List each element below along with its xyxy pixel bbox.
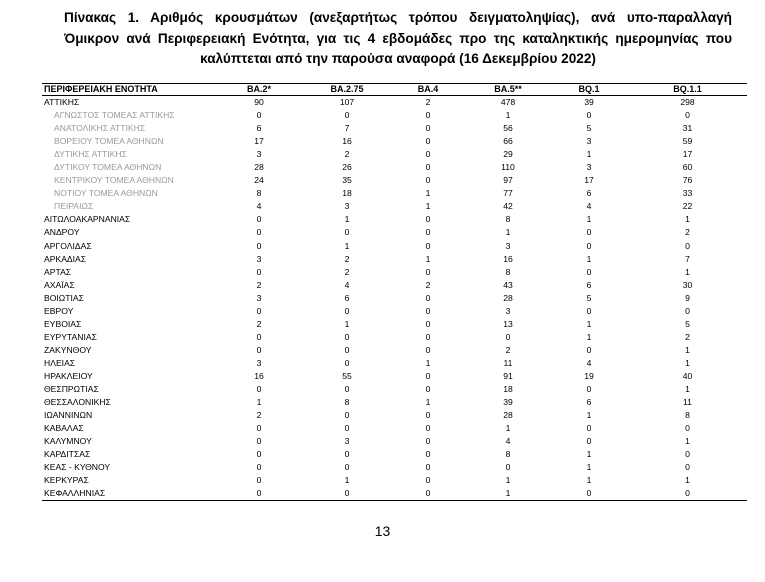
region-name-cell: ΑΓΝΩΣΤΟΣ ΤΟΜΕΑΣ ΑΤΤΙΚΗΣ	[54, 110, 175, 121]
table-row	[42, 305, 747, 318]
case-count-cell: 5	[685, 318, 690, 329]
case-count-cell: 39	[503, 397, 513, 408]
region-name-cell: ΚΑΒΑΛΑΣ	[44, 423, 84, 434]
region-name-cell: ΗΡΑΚΛΕΙΟΥ	[44, 371, 93, 381]
case-count-cell: 33	[682, 188, 693, 199]
case-count-cell: 0	[256, 449, 262, 460]
case-count-cell: 0	[586, 240, 592, 251]
region-name-cell: ΑΝΑΤΟΛΙΚΗΣ ΑΤΤΙΚΗΣ	[54, 123, 146, 134]
region-name-cell: ΑΤΤΙΚΗΣ	[44, 97, 80, 108]
region-name-cell: ΑΙΤΩΛΟΑΚΑΡΝΑΝΙΑΣ	[44, 214, 131, 225]
case-count-cell: 35	[342, 175, 352, 186]
case-count-cell: 1	[685, 214, 690, 225]
case-count-cell: 0	[256, 475, 262, 486]
case-count-cell: 19	[584, 371, 594, 381]
table-subrow	[42, 135, 747, 148]
case-count-cell: 0	[425, 266, 431, 277]
table-row	[42, 292, 747, 305]
case-count-cell: 1	[685, 344, 690, 355]
case-count-cell: 8	[505, 266, 511, 277]
table-row	[42, 370, 747, 383]
case-count-cell: 1	[425, 357, 431, 368]
case-count-cell: 0	[505, 331, 511, 342]
case-count-cell: 90	[254, 97, 264, 108]
case-count-cell: 11	[503, 357, 513, 368]
case-count-cell: 0	[685, 423, 690, 434]
region-name-cell: ΑΡΚΑΔΙΑΣ	[44, 253, 87, 264]
case-count-cell: 28	[503, 410, 513, 421]
case-count-cell: 3	[586, 136, 592, 147]
case-count-cell: 1	[466, 487, 550, 501]
case-count-cell: 0	[344, 227, 350, 238]
case-count-cell: 4	[344, 279, 350, 290]
case-count-cell: 1	[586, 214, 592, 225]
table-caption	[64, 8, 732, 70]
case-count-cell: 0	[425, 371, 431, 381]
table-row	[42, 448, 747, 461]
case-count-cell: 1	[586, 462, 592, 473]
region-name-cell: ΘΕΣΣΑΛΟΝΙΚΗΣ	[44, 397, 111, 408]
case-count-cell: 43	[503, 279, 513, 290]
case-count-cell: 0	[344, 423, 350, 434]
region-name-cell: ΘΕΣΠΡΩΤΙΑΣ	[44, 384, 99, 395]
case-count-cell: 17	[584, 175, 594, 186]
region-name-cell: ΕΥΡΥΤΑΝΙΑΣ	[44, 331, 97, 342]
case-count-cell: 0	[425, 175, 431, 186]
header-bq1: BQ.1	[550, 84, 628, 96]
header-ba2: BA.2*	[214, 84, 304, 96]
case-count-cell: 2	[685, 331, 690, 342]
case-count-cell: 60	[682, 162, 693, 173]
case-count-cell: 0	[425, 110, 431, 121]
case-count-cell: 28	[503, 292, 513, 303]
case-count-cell: 66	[503, 136, 513, 147]
case-count-cell: 3	[256, 149, 262, 160]
caption-line-1: Πίνακας 1. Αριθμός κρουσμάτων (ανεξαρτήτως τρόπου δειγματοληψίας), ανά υπο-παραλλαγή	[64, 10, 732, 25]
case-count-cell: 2	[344, 253, 350, 264]
region-name-cell: ΝΟΤΙΟΥ ΤΟΜΕΑ ΑΘΗΝΩΝ	[54, 188, 158, 199]
region-name-cell: ΒΟΡΕΙΟΥ ΤΟΜΕΑ ΑΘΗΝΩΝ	[54, 136, 164, 147]
caption-line-3: καλύπτεται από την παρούσα αναφορά (16 Δεκεμβρίου 2022)	[200, 51, 596, 66]
case-count-cell: 0	[344, 462, 350, 473]
table-row	[42, 435, 747, 448]
case-count-cell: 478	[500, 97, 516, 108]
case-count-cell: 0	[425, 318, 431, 329]
table-row	[42, 357, 747, 370]
case-count-cell: 0	[586, 266, 592, 277]
table-row	[42, 344, 747, 357]
case-count-cell: 17	[254, 136, 264, 147]
case-count-cell: 0	[425, 162, 431, 173]
case-count-cell: 29	[503, 149, 513, 160]
case-count-cell: 77	[503, 188, 513, 199]
case-count-cell: 0	[425, 136, 431, 147]
case-count-cell: 16	[254, 371, 264, 381]
case-count-cell: 28	[254, 162, 264, 173]
table-row	[42, 409, 747, 422]
case-count-cell: 0	[685, 462, 690, 473]
case-count-cell: 0	[425, 292, 431, 303]
case-count-cell: 1	[685, 266, 690, 277]
case-count-cell: 0	[425, 214, 431, 225]
case-count-cell: 0	[550, 487, 628, 501]
case-count-cell: 0	[685, 240, 690, 251]
case-count-cell: 1	[586, 449, 592, 460]
case-count-cell: 0	[586, 305, 592, 316]
case-count-cell: 16	[503, 253, 513, 264]
case-count-cell: 0	[425, 149, 431, 160]
case-count-cell: 0	[344, 410, 350, 421]
case-count-cell: 1	[344, 240, 350, 251]
region-name-cell: ΚΑΡΔΙΤΣΑΣ	[44, 449, 91, 460]
case-count-cell: 6	[586, 279, 592, 290]
case-count-cell: 0	[256, 436, 262, 447]
case-count-cell: 0	[425, 423, 431, 434]
region-name-cell: ΕΒΡΟΥ	[44, 305, 74, 316]
case-count-cell: 6	[256, 123, 262, 134]
case-count-cell: 97	[503, 175, 513, 186]
page-number: 13	[374, 523, 391, 539]
table-row	[42, 474, 747, 487]
case-count-cell: 0	[256, 110, 262, 121]
case-count-cell: 4	[256, 201, 262, 212]
case-count-cell: 2	[425, 97, 431, 108]
header-ba4: BA.4	[390, 84, 466, 96]
case-count-cell: 7	[344, 123, 350, 134]
region-name-cell: ΗΛΕΙΑΣ	[44, 357, 76, 368]
case-count-cell: 17	[682, 149, 693, 160]
case-count-cell: 0	[505, 462, 511, 473]
case-count-cell: 0	[344, 449, 350, 460]
case-count-cell: 1	[586, 475, 592, 486]
case-count-cell: 0	[344, 110, 350, 121]
case-count-cell: 0	[628, 487, 747, 501]
table-subrow	[42, 174, 747, 187]
case-count-cell: 55	[342, 371, 352, 381]
region-name-cell: ΚΕΑΣ - ΚΥΘΝΟΥ	[44, 462, 111, 473]
case-count-cell: 24	[254, 175, 264, 186]
case-count-cell: 0	[425, 305, 431, 316]
case-count-cell: 13	[503, 318, 513, 329]
case-count-cell: 1	[505, 110, 511, 121]
table-row	[42, 213, 747, 226]
case-count-cell: 0	[425, 462, 431, 473]
case-count-cell: 0	[390, 487, 466, 501]
case-count-cell: 6	[586, 188, 592, 199]
case-count-cell: 16	[342, 136, 352, 147]
case-count-cell: 0	[256, 384, 262, 395]
case-count-cell: 0	[256, 331, 262, 342]
region-name-cell: ΑΡΓΟΛΙΔΑΣ	[44, 240, 92, 251]
case-count-cell: 4	[586, 357, 592, 368]
table-row	[42, 422, 747, 435]
variant-cases-table	[42, 83, 747, 501]
case-count-cell: 6	[586, 397, 592, 408]
case-count-cell: 2	[344, 266, 350, 277]
header-ba275: BA.2.75	[304, 84, 390, 96]
case-count-cell: 1	[344, 214, 350, 225]
case-count-cell: 1	[685, 475, 690, 486]
case-count-cell: 107	[339, 97, 355, 108]
table-row	[42, 240, 747, 253]
table-subrow	[42, 187, 747, 200]
case-count-cell: 2	[256, 318, 262, 329]
region-name-cell: ΔΥΤΙΚΗΣ ΑΤΤΙΚΗΣ	[54, 149, 127, 160]
region-name-cell: ΚΕΦΑΛΛΗΝΙΑΣ	[42, 487, 214, 501]
case-count-cell: 31	[682, 123, 693, 134]
case-count-cell: 0	[344, 357, 350, 368]
case-count-cell: 0	[685, 305, 690, 316]
case-count-cell: 1	[425, 397, 431, 408]
table-row	[42, 279, 747, 292]
case-count-cell: 2	[425, 279, 431, 290]
case-count-cell: 1	[586, 331, 592, 342]
case-count-cell: 0	[256, 240, 262, 251]
case-count-cell: 8	[685, 410, 690, 421]
case-count-cell: 42	[503, 201, 513, 212]
case-count-cell: 1	[505, 227, 511, 238]
table-row	[42, 318, 747, 331]
caption-line-2: Όμικρον ανά Περιφερειακή Ενότητα, για τις 4 εβδομάδες προ της καταληκτικής ημερομηνίας που	[64, 30, 732, 46]
table-subrow	[42, 200, 747, 213]
case-count-cell: 11	[683, 397, 692, 408]
case-count-cell: 3	[586, 162, 592, 173]
case-count-cell: 2	[256, 410, 262, 421]
region-name-cell: ΙΩΑΝΝΙΝΩΝ	[44, 410, 93, 421]
case-count-cell: 0	[425, 436, 431, 447]
case-count-cell: 7	[685, 253, 690, 264]
case-count-cell: 1	[586, 149, 592, 160]
case-count-cell: 0	[344, 384, 350, 395]
header-ba5: BA.5**	[466, 84, 550, 96]
case-count-cell: 2	[256, 279, 262, 290]
case-count-cell: 0	[256, 305, 262, 316]
case-count-cell: 1	[344, 475, 350, 486]
case-count-cell: 6	[344, 292, 350, 303]
case-count-cell: 1	[344, 318, 350, 329]
case-count-cell: 0	[256, 214, 262, 225]
table-row	[42, 226, 747, 239]
case-count-cell: 2	[505, 344, 511, 355]
region-name-cell: ΑΝΔΡΟΥ	[44, 227, 80, 238]
case-count-cell: 4	[505, 436, 511, 447]
case-count-cell: 4	[586, 201, 592, 212]
case-count-cell: 0	[685, 110, 690, 121]
header-region: ΠΕΡΙΦΕΡΕΙΑΚΗ ΕΝΟΤΗΤΑ	[42, 84, 214, 96]
table-row	[42, 331, 747, 344]
case-count-cell: 0	[425, 410, 431, 421]
table-body	[42, 96, 747, 501]
table-row	[42, 487, 747, 501]
case-count-cell: 1	[685, 436, 690, 447]
case-count-cell: 0	[425, 123, 431, 134]
table-row	[42, 266, 747, 279]
table-header-row	[42, 84, 747, 96]
case-count-cell: 3	[344, 201, 350, 212]
table-row	[42, 383, 747, 396]
case-count-cell: 0	[425, 475, 431, 486]
table-subrow	[42, 148, 747, 161]
case-count-cell: 2	[685, 227, 690, 238]
case-count-cell: 0	[586, 436, 592, 447]
case-count-cell: 5	[586, 292, 592, 303]
region-name-cell: ΖΑΚΥΝΘΟΥ	[44, 344, 92, 355]
case-count-cell: 0	[256, 266, 262, 277]
case-count-cell: 0	[425, 384, 431, 395]
case-count-cell: 0	[586, 227, 592, 238]
case-count-cell: 0	[685, 449, 690, 460]
case-count-cell: 1	[425, 253, 431, 264]
region-name-cell: ΚΑΛΥΜΝΟΥ	[44, 436, 92, 447]
table-subrow	[42, 109, 747, 122]
case-count-cell: 0	[586, 110, 592, 121]
case-count-cell: 8	[505, 214, 511, 225]
case-count-cell: 0	[214, 487, 304, 501]
case-count-cell: 0	[586, 344, 592, 355]
case-count-cell: 1	[425, 188, 431, 199]
case-count-cell: 18	[503, 384, 513, 395]
region-name-cell: ΚΕΝΤΡΙΚΟΥ ΤΟΜΕΑ ΑΘΗΝΩΝ	[54, 175, 174, 186]
region-name-cell: ΚΕΡΚΥΡΑΣ	[44, 475, 89, 486]
region-name-cell: ΑΧΑΪΑΣ	[44, 279, 75, 290]
case-count-cell: 30	[682, 279, 693, 290]
case-count-cell: 8	[505, 449, 511, 460]
case-count-cell: 0	[256, 462, 262, 473]
case-count-cell: 3	[256, 253, 262, 264]
case-count-cell: 9	[685, 292, 690, 303]
region-name-cell: ΔΥΤΙΚΟΥ ΤΟΜΕΑ ΑΘΗΝΩΝ	[54, 162, 162, 173]
table-row	[42, 461, 747, 474]
case-count-cell: 40	[682, 371, 693, 381]
case-count-cell: 0	[586, 423, 592, 434]
case-count-cell: 1	[685, 357, 690, 368]
header-bq11: BQ.1.1	[628, 84, 747, 96]
case-count-cell: 3	[505, 240, 511, 251]
region-name-cell: ΠΕΙΡΑΙΩΣ	[54, 201, 94, 212]
case-count-cell: 39	[584, 97, 594, 108]
case-count-cell: 0	[256, 227, 262, 238]
case-count-cell: 0	[304, 487, 390, 501]
table-row	[42, 396, 747, 409]
case-count-cell: 0	[256, 423, 262, 434]
case-count-cell: 5	[586, 123, 592, 134]
case-count-cell: 110	[501, 162, 515, 173]
case-count-cell: 0	[425, 240, 431, 251]
case-count-cell: 0	[425, 331, 431, 342]
case-count-cell: 0	[425, 344, 431, 355]
table-subrow	[42, 122, 747, 135]
case-count-cell: 1	[505, 475, 511, 486]
case-count-cell: 26	[342, 162, 352, 173]
case-count-cell: 59	[682, 136, 693, 147]
table-row	[42, 96, 747, 110]
case-count-cell: 22	[682, 201, 693, 212]
case-count-cell: 1	[586, 318, 592, 329]
case-count-cell: 1	[425, 201, 431, 212]
region-name-cell: ΕΥΒΟΙΑΣ	[44, 318, 82, 329]
case-count-cell: 8	[344, 397, 350, 408]
case-count-cell: 3	[256, 292, 262, 303]
table-row	[42, 253, 747, 266]
case-count-cell: 3	[344, 436, 350, 447]
case-count-cell: 0	[344, 344, 350, 355]
case-count-cell: 91	[503, 371, 513, 381]
case-count-cell: 0	[586, 384, 592, 395]
case-count-cell: 1	[586, 253, 592, 264]
region-name-cell: ΒΟΙΩΤΙΑΣ	[44, 292, 84, 303]
case-count-cell: 2	[344, 149, 350, 160]
case-count-cell: 298	[680, 97, 695, 108]
case-count-cell: 0	[344, 331, 350, 342]
case-count-cell: 1	[505, 423, 511, 434]
region-name-cell: ΑΡΤΑΣ	[44, 266, 72, 277]
case-count-cell: 3	[256, 357, 262, 368]
table-subrow	[42, 161, 747, 174]
case-count-cell: 8	[256, 188, 262, 199]
case-count-cell: 76	[682, 175, 693, 186]
case-count-cell: 0	[256, 344, 262, 355]
case-count-cell: 1	[586, 410, 592, 421]
case-count-cell: 0	[425, 227, 431, 238]
case-count-cell: 1	[256, 397, 262, 408]
case-count-cell: 18	[342, 188, 352, 199]
case-count-cell: 0	[344, 305, 350, 316]
case-count-cell: 0	[425, 449, 431, 460]
case-count-cell: 56	[503, 123, 513, 134]
case-count-cell: 1	[685, 384, 690, 395]
case-count-cell: 3	[505, 305, 511, 316]
